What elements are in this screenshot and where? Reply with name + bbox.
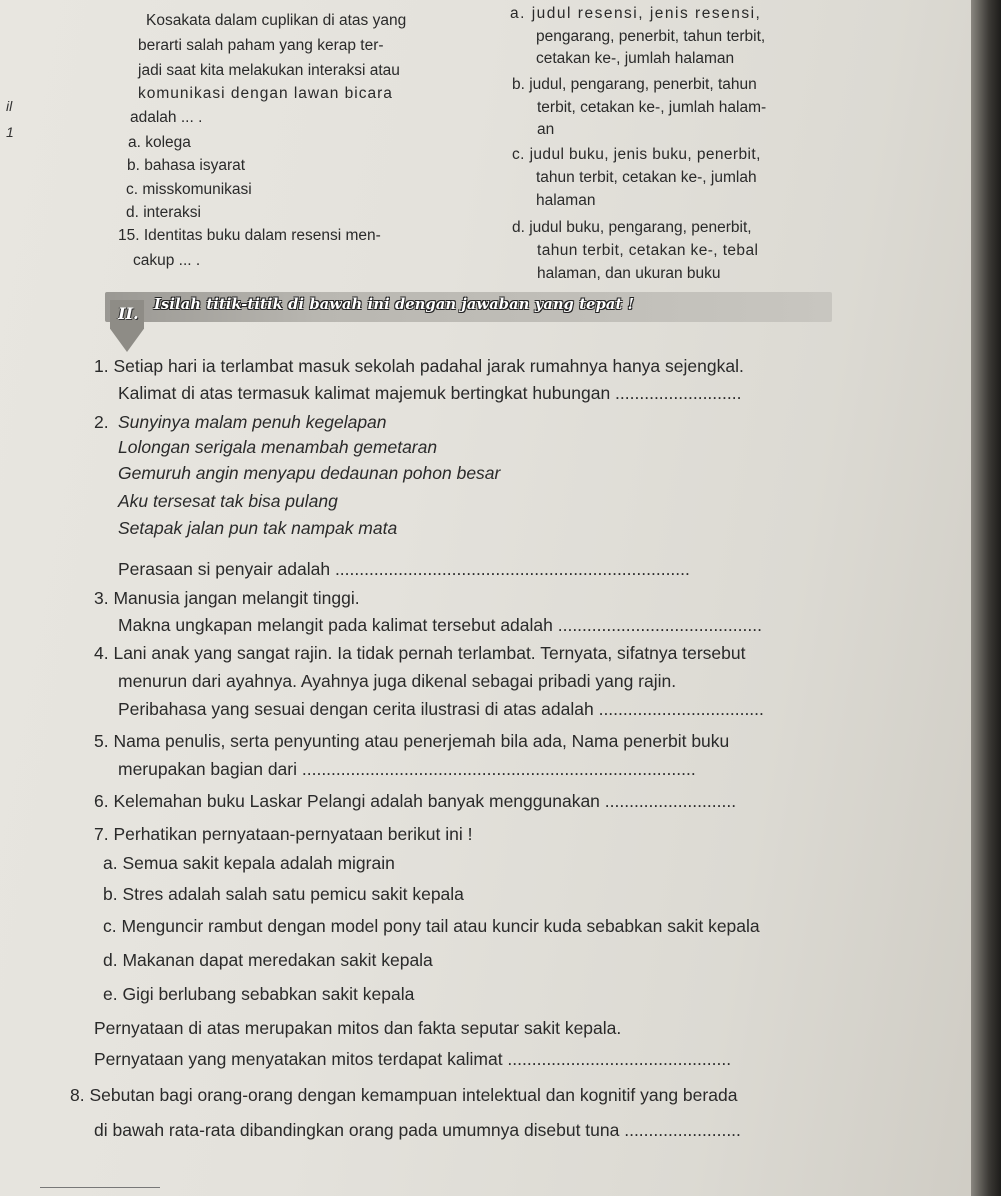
option-a: a. kolega [128, 134, 191, 151]
statement-d: d. Makanan dapat meredakan sakit kepala [103, 950, 433, 970]
option-b: b. judul, pengarang, penerbit, tahun [512, 76, 757, 93]
question-15: 15. Identitas buku dalam resensi men- [118, 227, 381, 244]
question-2-number: 2. [94, 412, 109, 432]
question-3: 3. Manusia jangan melangit tinggi. [94, 588, 360, 608]
option-c: c. misskomunikasi [126, 181, 252, 198]
poem-line: Lolongan serigala menambah gemetaran [118, 437, 438, 457]
poem-line: Setapak jalan pun tak nampak mata [118, 518, 398, 538]
option-c-cont: tahun terbit, cetakan ke-, jumlah [536, 169, 757, 186]
question-4-cont: menurun dari ayahnya. Ayahnya juga dikenal sebagai pribadi yang rajin. [118, 671, 677, 691]
question-15-cont: cakup ... . [133, 252, 201, 269]
option-a-cont: cetakan ke-, jumlah halaman [536, 50, 735, 67]
question-5: 5. Nama penulis, serta penyunting atau penerjemah bila ada, Nama penerbit buku [94, 731, 730, 751]
statement-b: b. Stres adalah salah satu pemicu sakit kepala [103, 884, 464, 904]
page-bottom-rule [40, 1187, 160, 1188]
option-c: c. judul buku, jenis buku, penerbit, [512, 146, 761, 163]
question-3-cont: Makna ungkapan melangit pada kalimat tersebut adalah .......................................... [118, 615, 762, 635]
section-title: Isilah titik-titik di bawah ini dengan jawaban yang tepat ! [154, 296, 635, 313]
option-d-cont: halaman, dan ukuran buku [537, 265, 721, 282]
poem-line: Sunyinya malam penuh kegelapan [118, 412, 387, 432]
question-text-line: berarti salah paham yang kerap ter- [138, 37, 384, 54]
section-number: II. [118, 304, 139, 323]
question-5-cont: merupakan bagian dari ................................................................................. [118, 759, 696, 779]
option-a: a. judul resensi, jenis resensi, [510, 5, 762, 22]
poem-line: Gemuruh angin menyapu dedaunan pohon besar [118, 463, 501, 483]
question-7: 7. Perhatikan pernyataan-pernyataan berikut ini ! [94, 824, 473, 844]
option-d-cont: tahun terbit, cetakan ke-, tebal [537, 242, 759, 259]
question-4-cont: Peribahasa yang sesuai dengan cerita ilustrasi di atas adalah .................................. [118, 699, 764, 719]
option-d: d. interaksi [126, 204, 201, 221]
option-b: b. bahasa isyarat [127, 157, 246, 174]
option-b-cont: an [537, 121, 555, 138]
statement-e: e. Gigi berlubang sebabkan sakit kepala [103, 984, 415, 1004]
page-edge-shadow [971, 0, 1001, 1196]
option-a-cont: pengarang, penerbit, tahun terbit, [536, 28, 766, 45]
margin-mark: 1 [6, 124, 14, 140]
question-7-cont: Pernyataan yang menyatakan mitos terdapat kalimat .............................................. [94, 1049, 732, 1069]
question-8: 8. Sebutan bagi orang-orang dengan kemampuan intelektual dan kognitif yang berada [70, 1085, 738, 1105]
question-text-line: komunikasi dengan lawan bicara [138, 85, 393, 102]
question-1-cont: Kalimat di atas termasuk kalimat majemuk bertingkat hubungan .......................... [118, 383, 742, 403]
question-6: 6. Kelemahan buku Laskar Pelangi adalah banyak menggunakan ........................... [94, 791, 737, 811]
poem-line: Aku tersesat tak bisa pulang [118, 491, 338, 511]
statement-a: a. Semua sakit kepala adalah migrain [103, 853, 395, 873]
question-text-line: adalah ... . [130, 109, 203, 126]
question-text-line: Kosakata dalam cuplikan di atas yang [146, 12, 407, 29]
option-d: d. judul buku, pengarang, penerbit, [512, 219, 752, 236]
option-c-cont: halaman [536, 192, 596, 209]
question-8-cont: di bawah rata-rata dibandingkan orang pada umumnya disebut tuna ........................ [94, 1120, 741, 1140]
question-2: Perasaan si penyair adalah ......................................................................... [118, 559, 690, 579]
question-text-line: jadi saat kita melakukan interaksi atau [138, 62, 400, 79]
question-1: 1. Setiap hari ia terlambat masuk sekolah padahal jarak rumahnya hanya sejengkal. [94, 356, 744, 376]
question-4: 4. Lani anak yang sangat rajin. Ia tidak pernah terlambat. Ternyata, sifatnya tersebut [94, 643, 746, 663]
question-7-cont: Pernyataan di atas merupakan mitos dan fakta seputar sakit kepala. [94, 1018, 622, 1038]
margin-mark: il [6, 98, 13, 114]
statement-c: c. Menguncir rambut dengan model pony tail atau kuncir kuda sebabkan sakit kepala [103, 916, 760, 936]
option-b-cont: terbit, cetakan ke-, jumlah halam- [537, 99, 767, 116]
